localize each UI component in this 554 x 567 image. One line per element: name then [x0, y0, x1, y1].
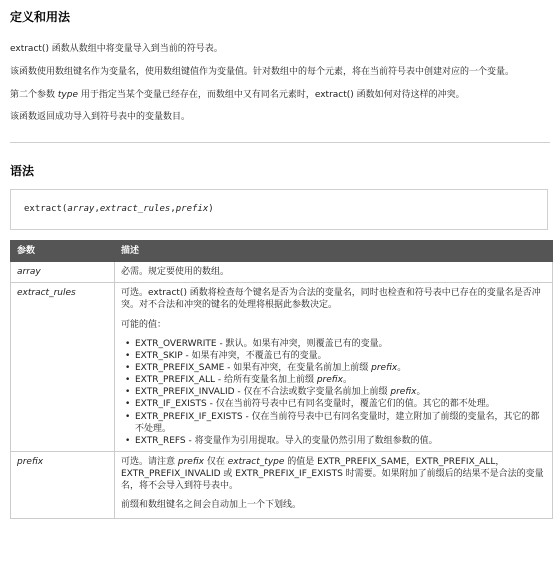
option-tail: 。: [416, 387, 426, 398]
option-tail: 。: [342, 375, 352, 386]
prefix-desc-before: 可选。请注意: [121, 456, 178, 467]
list-item: [125, 398, 546, 410]
prefix-desc: [121, 456, 546, 492]
option-tail: 。: [397, 362, 407, 373]
code-sep: ,: [170, 204, 176, 214]
list-item: [125, 435, 546, 447]
list-item: [125, 374, 546, 386]
bullet-icon: •: [125, 435, 131, 446]
section-title-definition: 定义和用法: [10, 10, 71, 24]
param-name-extract-rules: extract_rules: [11, 283, 115, 452]
option-code: EXTR_SKIP: [135, 350, 183, 361]
bullet-icon: •: [125, 387, 131, 398]
code-arg-prefix: prefix: [175, 204, 209, 214]
option-code: EXTR_IF_EXISTS: [135, 399, 207, 410]
syntax-code: [24, 203, 214, 215]
option-em: prefix: [390, 387, 417, 398]
bullet-icon: •: [125, 338, 131, 349]
prefix-desc-after: 的值是 EXTR_PREFIX_SAME，EXTR_PREFIX_ALL，EXTR_PREFIX_INVALID 或 EXTR_PREFIX_IF_EXISTS 时需要。如果附加了前缀后的结果不是合法的变量名，将不会导入到符号表中。: [121, 456, 544, 492]
option-em: prefix: [371, 362, 398, 373]
header-desc: 描述: [115, 241, 553, 262]
option-em: prefix: [316, 375, 343, 386]
list-item: [125, 386, 546, 398]
parameter-table: [10, 240, 553, 519]
rules-desc: 可选。extract() 函数将检查每个键名是否为合法的变量名，同时也检查和符号表中已存在的变量名是否冲突。对不合法和冲突的键名的处理将根据此参数决定。: [121, 288, 541, 311]
bullet-icon: •: [125, 399, 131, 410]
option-code: EXTR_PREFIX_IF_EXISTS: [135, 411, 243, 422]
prefix-desc-em1: prefix: [177, 456, 204, 467]
param-desc-array: 必需。规定要使用的数组。: [115, 262, 553, 283]
table-row: [11, 451, 553, 518]
option-text: - 如果有冲突，不覆盖已有的变量。: [182, 350, 327, 361]
code-arg-extract-rules: extract_rules: [99, 204, 171, 214]
prefix-desc-mid: 仅在: [203, 456, 228, 467]
option-text: - 仅在当前符号表中已有同名变量时，建立附加了前缀的变量名，其它的都不处理。: [135, 411, 540, 434]
section-title-syntax: 语法: [10, 164, 35, 178]
table-row: [11, 262, 553, 283]
definition-paragraph-3: [10, 89, 550, 101]
header-param: 参数: [11, 241, 115, 262]
table-header-row: [11, 241, 553, 262]
option-code: EXTR_PREFIX_SAME: [135, 362, 225, 373]
code-suffix: ): [208, 204, 214, 214]
prefix-desc-2: 前缀和数组键名之间会自动加上一个下划线。: [121, 500, 302, 511]
bullet-icon: •: [125, 362, 131, 373]
list-item: [125, 411, 546, 435]
syntax-code-box: [10, 189, 548, 230]
rules-options-list: [121, 338, 546, 447]
param-desc-extract-rules: [115, 283, 553, 452]
param-desc-prefix: [115, 451, 553, 518]
section-divider: [10, 142, 550, 143]
p3-type: type: [57, 90, 78, 100]
definition-paragraph-4: 该函数返回成功导入到符号表中的变量数目。: [10, 112, 191, 122]
table-row: [11, 283, 553, 452]
definition-paragraph-1: extract() 函数从数组中将变量导入到当前的符号表。: [10, 44, 223, 54]
prefix-desc-em2: extract_type: [227, 456, 285, 467]
param-name-prefix: prefix: [11, 451, 115, 518]
option-text: - 默认。如果有冲突，则覆盖已有的变量。: [216, 338, 388, 349]
option-text: - 给所有变量名加上前缀: [215, 375, 317, 386]
code-arg-array: array: [67, 204, 95, 214]
option-code: EXTR_PREFIX_INVALID: [135, 387, 235, 398]
option-text: - 将变量作为引用提取。导入的变量仍然引用了数组参数的值。: [185, 435, 438, 446]
list-item: [125, 338, 546, 350]
option-code: EXTR_OVERWRITE: [135, 338, 217, 349]
list-item: [125, 350, 546, 362]
option-text: - 仅在不合法或数字变量名前加上前缀: [234, 387, 391, 398]
option-text: - 仅在当前符号表中已有同名变量时，覆盖它们的值。其它的都不处理。: [206, 399, 495, 410]
p3-before: 第二个参数: [10, 90, 58, 100]
option-text: - 如果有冲突，在变量名前加上前缀: [224, 362, 372, 373]
code-prefix: extract(: [24, 204, 68, 214]
bullet-icon: •: [125, 375, 131, 386]
option-code: EXTR_REFS: [135, 435, 186, 446]
definition-paragraph-2: 该函数使用数组键名作为变量名，使用数组键值作为变量值。针对数组中的每个元素，将在当前符号表中创建对应的一个变量。: [10, 67, 515, 77]
p3-after: 用于指定当某个变量已经存在，而数组中又有同名元素时，extract() 函数如何对待这样的冲突。: [77, 90, 465, 100]
bullet-icon: •: [125, 411, 131, 422]
rules-possible-label: 可能的值：: [121, 319, 167, 330]
option-code: EXTR_PREFIX_ALL: [135, 375, 215, 386]
list-item: [125, 362, 546, 374]
param-name-array: array: [11, 262, 115, 283]
code-sep: ,: [94, 204, 100, 214]
bullet-icon: •: [125, 350, 131, 361]
